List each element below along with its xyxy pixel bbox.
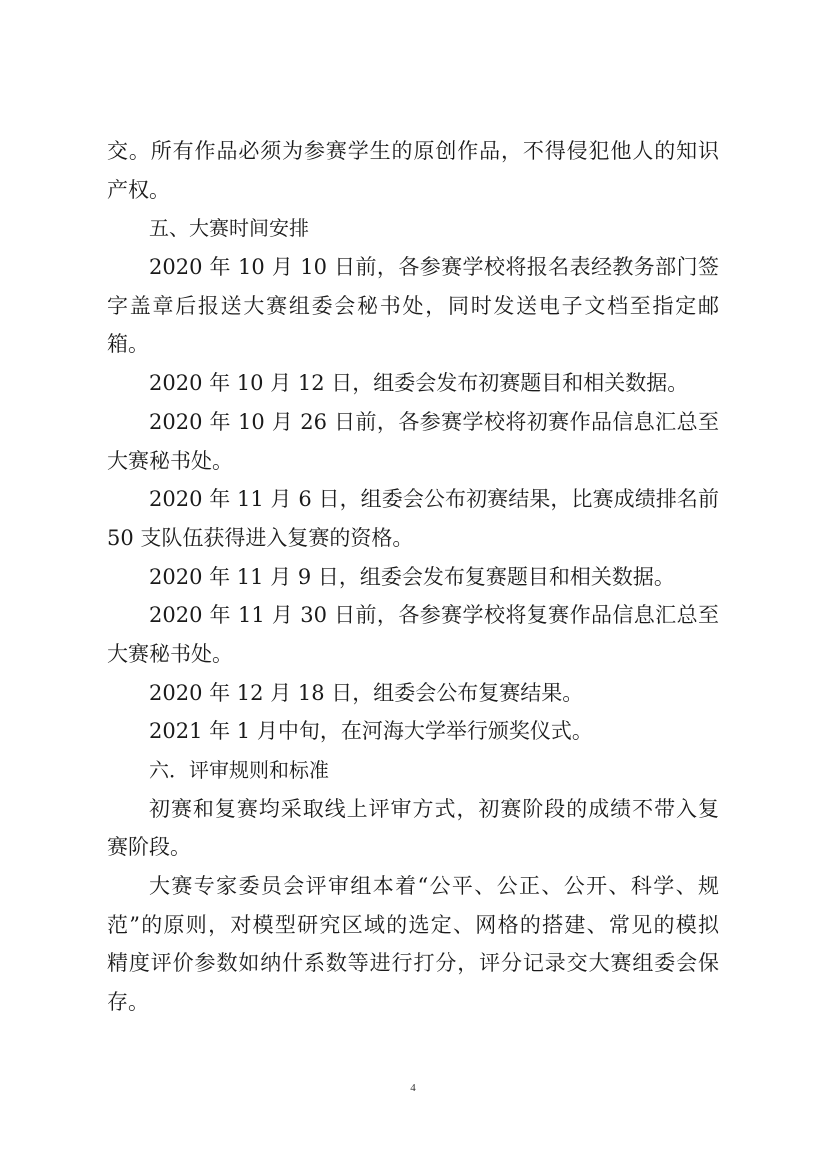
section-heading: 五、大赛时间安排 bbox=[149, 216, 309, 241]
paragraph-line: 字盖章后报送大赛组委会秘书处，同时发送电子文档至指定邮 bbox=[107, 293, 719, 318]
paragraph-line: 大赛秘书处。 bbox=[107, 641, 233, 666]
section-heading: 六．评审规则和标准 bbox=[149, 758, 329, 782]
paragraph-line: 2021 年 1 月中旬，在河海大学举行颁奖仪式。 bbox=[149, 719, 593, 744]
paragraph-line: 存。 bbox=[107, 990, 149, 1015]
paragraph-line: 2020 年 10 月 10 日前，各参赛学校将报名表经教务部门签 bbox=[149, 255, 719, 280]
page-number: 4 bbox=[410, 1082, 416, 1094]
paragraph-line: 初赛和复赛均采取线上评审方式，初赛阶段的成绩不带入复 bbox=[149, 796, 719, 821]
paragraph-line: 交。所有作品必须为参赛学生的原创作品，不得侵犯他人的知识 bbox=[107, 139, 719, 163]
paragraph-line: 产权。 bbox=[107, 177, 170, 202]
paragraph-line: 范”的原则，对模型研究区域的选定、网格的搭建、常见的模拟 bbox=[107, 912, 719, 937]
paragraph-line: 2020 年 11 月 6 日，组委会公布初赛结果，比赛成绩排名前 bbox=[149, 487, 719, 512]
paragraph-line: 2020 年 12 月 18 日，组委会公布复赛结果。 bbox=[149, 680, 584, 705]
paragraph-line: 赛阶段。 bbox=[107, 835, 191, 860]
paragraph-line: 2020 年 11 月 30 日前，各参赛学校将复赛作品信息汇总至 bbox=[149, 603, 719, 628]
paragraph-line: 2020 年 11 月 9 日，组委会发布复赛题目和相关数据。 bbox=[149, 564, 675, 589]
document-body bbox=[107, 132, 719, 1022]
paragraph-line: 50 支队伍获得进入复赛的资格。 bbox=[107, 525, 414, 550]
paragraph-line: 2020 年 10 月 26 日前，各参赛学校将初赛作品信息汇总至 bbox=[149, 409, 719, 434]
paragraph-line: 箱。 bbox=[107, 332, 149, 357]
paragraph-line: 大赛秘书处。 bbox=[107, 448, 233, 473]
paragraph-line: 大赛专家委员会评审组本着“公平、公正、公开、科学、规 bbox=[149, 874, 719, 899]
paragraph-line: 精度评价参数如纳什系数等进行打分，评分记录交大赛组委会保 bbox=[107, 951, 719, 976]
paragraph-line: 2020 年 10 月 12 日，组委会发布初赛题目和相关数据。 bbox=[149, 371, 689, 396]
